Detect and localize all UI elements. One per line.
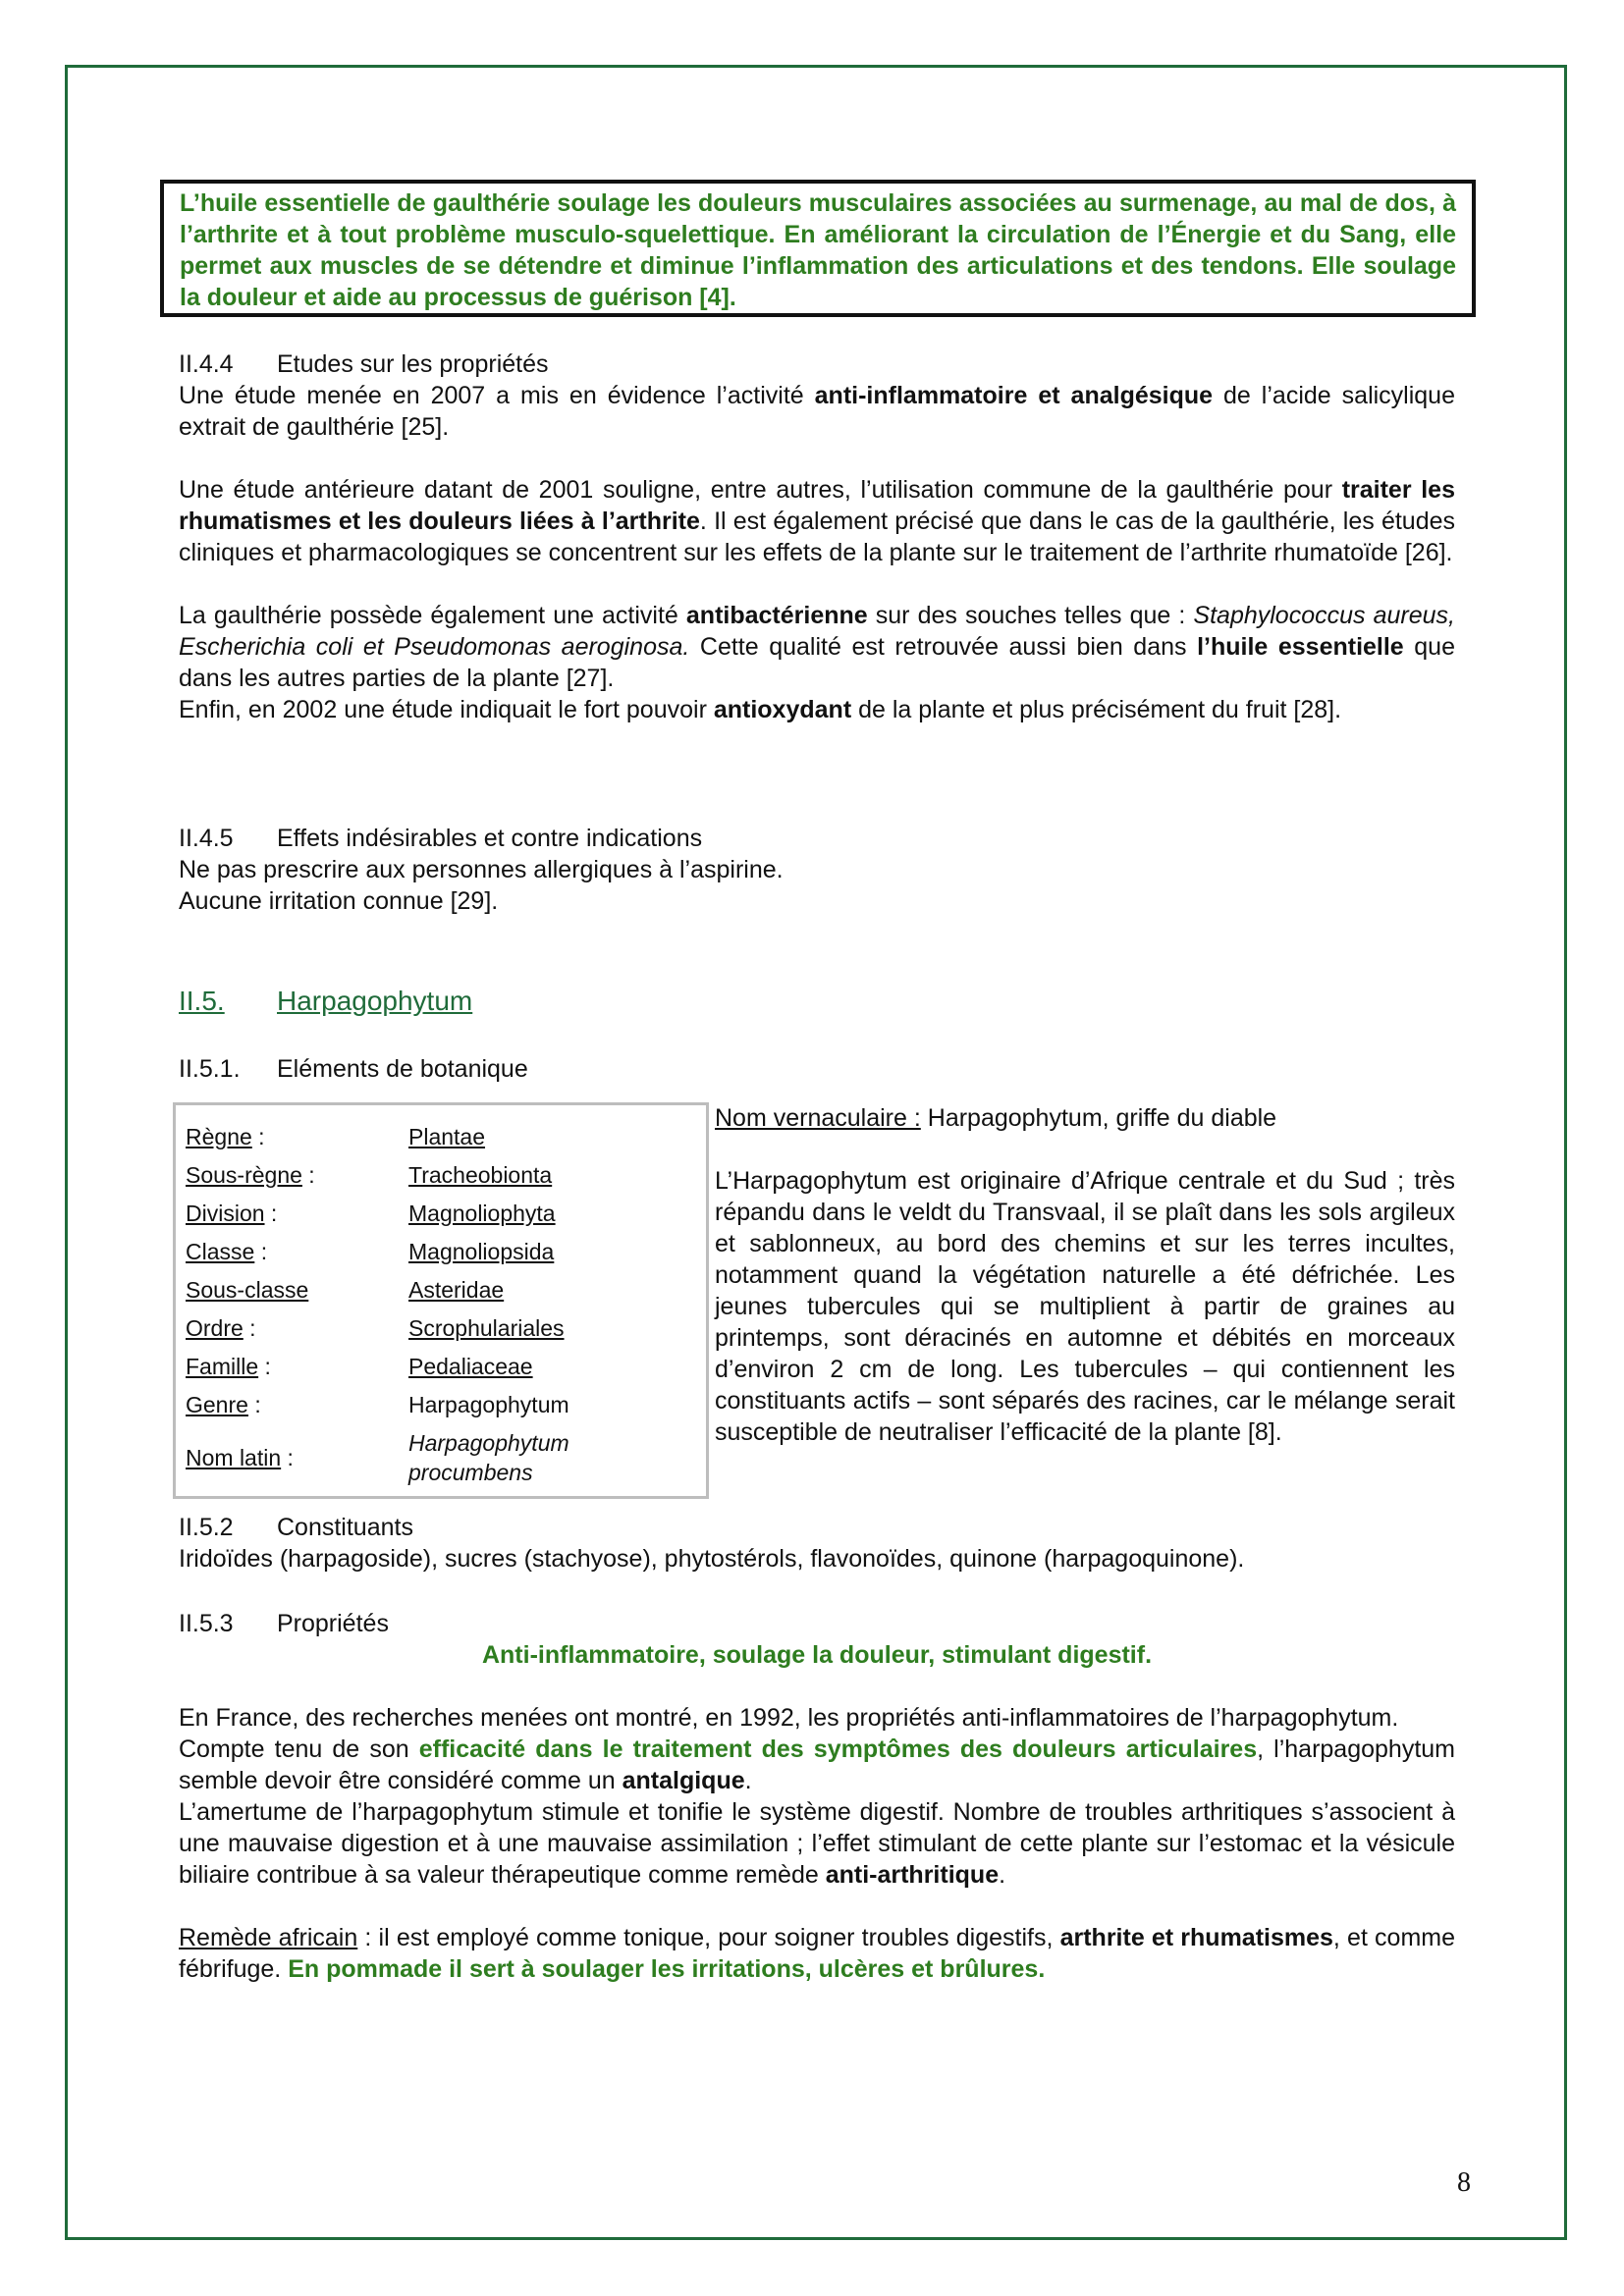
section-title: Effets indésirables et contre indications (277, 825, 703, 852)
paragraph: Remède africain : il est employé comme tonique, pour soigner troubles digestifs, arthrite et rhumatismes, et comme fébrifuge. En pommade il sert à soulager les irritations, ulcères et brûlures. (179, 1924, 1456, 1983)
text-run: . Il est également précisé que dans le cas de la gaulthérie, les études cliniques et pharmacologiques se concentrent sur les effets de la plante sur le traitement de l’arthrite rhumatoïde [26]. (179, 507, 1456, 566)
rank-value: Pedaliaceae (408, 1353, 533, 1379)
callout-text: L’huile essentielle de gaulthérie soulage les douleurs musculaires associées au surmenage, au mal de dos, à l’arthrite et à tout problème musculo-squelettique. En améliorant la circulation de l’Énergie et du Sang, elle permet aux muscles de se détendre et diminue l’inflammation des articulations et des tendons. Elle soulage la douleur et aide au processus de guérison [4]. (180, 189, 1456, 311)
section-number: II.5.3 (179, 1610, 234, 1637)
section-2-4-5 (179, 823, 1455, 917)
paragraph: Compte tenu de son efficacité dans le traitement des symptômes des douleurs articulaires, l’harpagophytum semble devoir être considéré comme un antalgique. (179, 1735, 1455, 1794)
taxonomy-row (186, 1270, 698, 1308)
text-run: Enfin, en 2002 une étude indiquait le fort pouvoir (179, 696, 714, 723)
rank-value: Plantae (408, 1123, 486, 1149)
section-number: II.4.5 (179, 825, 234, 852)
taxonomy-row: Sous-règne : Tracheobionta (186, 1161, 553, 1188)
green-bold-run: En pommade il sert à soulager les irritations, ulcères et brûlures. (288, 1955, 1046, 1983)
taxonomy-row: Règne : Plantae (186, 1123, 486, 1149)
gaultheria-callout-box (160, 180, 1476, 317)
taxonomy-row: Genre : Harpagophytum (186, 1391, 569, 1417)
rank-label: Règne (186, 1123, 252, 1149)
section-number: II.5. (179, 986, 225, 1016)
bold-run: antioxydant (713, 696, 852, 723)
rank-label: Sous-règne (186, 1161, 302, 1188)
rank-label: Division (186, 1200, 265, 1226)
section-heading (179, 823, 1455, 854)
line: Aucune irritation connue [29]. (179, 887, 499, 915)
rank-value: Scrophulariales (408, 1314, 565, 1341)
rank-label: Ordre (186, 1314, 244, 1341)
section-2-5-1-heading (179, 1053, 1455, 1085)
rank-value: Tracheobionta (408, 1161, 553, 1188)
rank-label: Famille (186, 1353, 259, 1379)
bold-run: anti-inflammatoire et analgésique (814, 382, 1214, 409)
bold-run: l’huile essentielle (1197, 633, 1404, 661)
taxonomy-row: Classe : Magnoliopsida (186, 1238, 555, 1264)
italic-run: Staphylococcus aureus, Escherichia coli et Pseudomonas aeroginosa. (179, 602, 1455, 661)
paragraph (179, 600, 1455, 694)
bold-run: antibactérienne (685, 602, 868, 629)
text-run: sur des souches telles que : (867, 602, 1194, 629)
paragraph (179, 380, 1455, 443)
botany-description (715, 1102, 1455, 1448)
text-run: de l’acide salicylique extrait de gaulthérie [25]. (179, 382, 1455, 441)
paragraph: L’amertume de l’harpagophytum stimule et tonifie le système digestif. Nombre de troubles arthritiques s’associent à une mauvaise digestion et à une mauvaise assimilation ; l’effet stimulant de cette plante sur l’estomac et la vésicule biliaire contribue à sa valeur thérapeutique comme remède anti-arthritique. (179, 1798, 1455, 1889)
rank-value: Harpagophytum procumbens (408, 1430, 569, 1485)
section-2-5-2 (179, 1512, 1455, 1575)
text-run: Cette qualité est retrouvée aussi bien dans (689, 633, 1198, 661)
bold-run: anti-arthritique (825, 1861, 1000, 1889)
rank-value: Asteridae (408, 1276, 505, 1303)
text-run: de la plante et plus précisément du fruit [28]. (851, 696, 1342, 723)
rank-label: Classe (186, 1238, 255, 1264)
taxonomy-row: Ordre : Scrophulariales (186, 1314, 565, 1341)
origin-paragraph: L’Harpagophytum est originaire d’Afrique centrale et du Sud ; très répandu dans le veldt du Transvaal, il se plaît dans les sols argileux et sablonneux, au bord des chemins et sur les terres incultes, notamment quand la végétation naturelle a été défrichée. Les jeunes tubercules qui se multiplient à partir de graines au printemps, sont déracinés en automne et débités en morceaux d’environ 2 cm de long. Les tubercules – qui contiennent les constituants actifs – sont séparés des racines, car le mélange serait susceptible de neutraliser l’efficacité de la plante [8]. (715, 1167, 1455, 1446)
bold-run: traiter les rhumatismes et les douleurs liées à l’arthrite (179, 476, 1455, 535)
text-run: Une étude menée en 2007 a mis en évidence l’activité (179, 382, 815, 409)
text-run: La gaulthérie possède également une activité (179, 602, 686, 629)
page-number: 8 (1457, 2167, 1471, 2198)
paragraph (179, 474, 1455, 568)
rank-value: Magnoliopsida (408, 1238, 555, 1264)
underlined-run: Remède africain (179, 1924, 358, 1951)
section-number: II.5.2 (179, 1514, 234, 1541)
paragraph: En France, des recherches menées ont montré, en 1992, les propriétés anti-inflammatoires de l’harpagophytum. (179, 1704, 1399, 1732)
rank-label: Sous-classe (186, 1276, 309, 1303)
section-2-5-heading (179, 986, 1455, 1017)
section-2-5-3 (179, 1608, 1455, 1985)
taxonomy-row: Division : Magnoliophyta (186, 1200, 556, 1226)
section-heading (179, 348, 1455, 380)
vernacular-name: Nom vernaculaire : Harpagophytum, griffe du diable (715, 1104, 1277, 1132)
properties-highlight: Anti-inflammatoire, soulage la douleur, stimulant digestif. (481, 1641, 1153, 1669)
text-run: Une étude antérieure datant de 2001 souligne, entre autres, l’utilisation commune de la gaulthérie pour (179, 476, 1342, 504)
text-run: que dans les autres parties de la plante [27]. (179, 633, 1455, 692)
section-2-4-4 (179, 348, 1455, 725)
section-title: Etudes sur les propriétés (277, 350, 549, 378)
rank-label: Nom latin (186, 1445, 282, 1470)
rank-label: Genre (186, 1391, 248, 1417)
paragraph (179, 694, 1455, 725)
section-title: Propriétés (277, 1610, 389, 1637)
bold-run: arthrite et rhumatismes (1059, 1924, 1333, 1951)
section-number: II.5.1. (179, 1055, 241, 1083)
rank-value: Harpagophytum (408, 1391, 569, 1417)
section-title: Harpagophytum (277, 986, 473, 1016)
section-number: II.4.4 (179, 350, 234, 378)
rank-value: Magnoliophyta (408, 1200, 556, 1226)
taxonomy-table (173, 1102, 709, 1499)
taxonomy-row: Famille : Pedaliaceae (186, 1353, 533, 1379)
constituents-text: Iridoïdes (harpagoside), sucres (stachyose), phytostérols, flavonoïdes, quinone (harpagoquinone). (179, 1545, 1245, 1573)
taxonomy-row: Nom latin : Harpagophytum procumbens (186, 1430, 569, 1485)
section-title: Eléments de botanique (277, 1055, 528, 1083)
bold-run: antalgique (622, 1767, 745, 1794)
line: Ne pas prescrire aux personnes allergiques à l’aspirine. (179, 856, 784, 883)
section-title: Constituants (277, 1514, 413, 1541)
green-bold-run: efficacité dans le traitement des symptômes des douleurs articulaires (418, 1735, 1258, 1763)
